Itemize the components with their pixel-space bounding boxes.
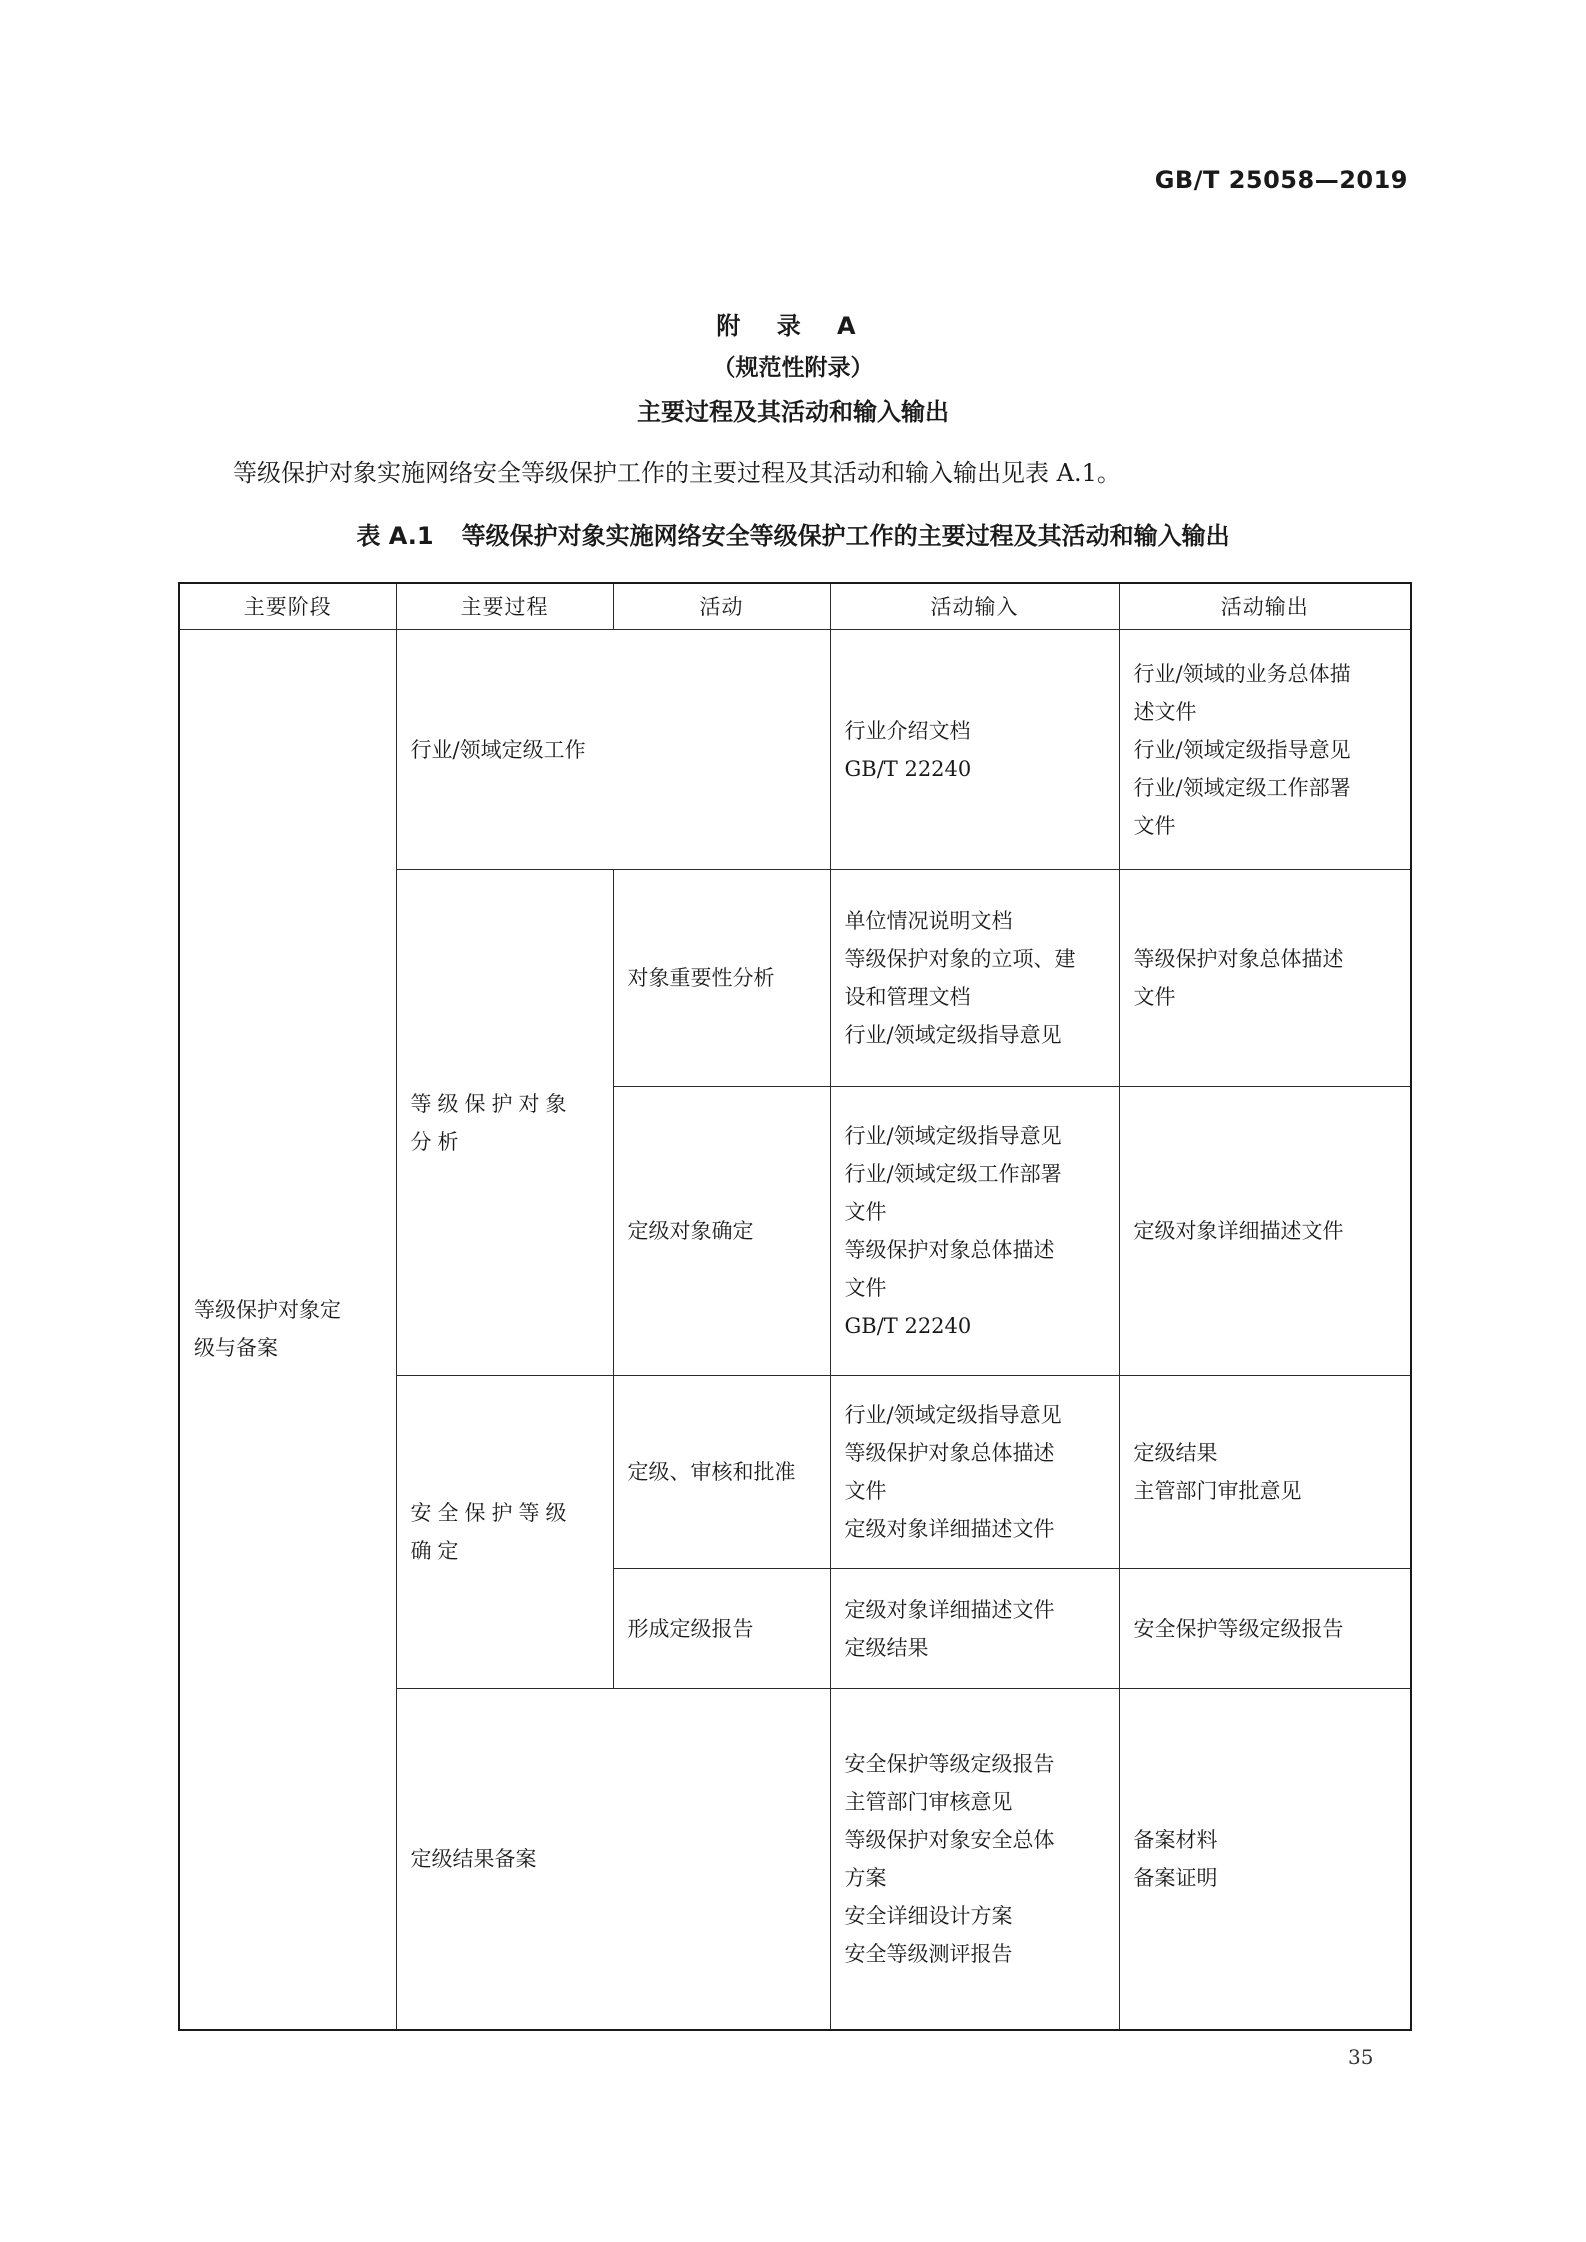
input-line: 单位情况说明文档 (844, 909, 1013, 933)
input-cell (830, 630, 1119, 870)
input-line: 方案 (844, 1865, 887, 1890)
appendix-type: （规范性附录） (712, 355, 874, 381)
appendix-label: 附 录 A (716, 312, 870, 340)
process-line: 等级保护对象 (410, 1091, 573, 1116)
input-cell (830, 1569, 1119, 1689)
input-cell (830, 1689, 1119, 2030)
table-header-row (179, 583, 1411, 630)
input-cell (830, 870, 1119, 1087)
process-cell: 定级结果备案 (396, 1689, 830, 2030)
input-line: 行业/领域定级指导意见 (844, 1124, 1062, 1148)
process-line: 确定 (410, 1539, 465, 1563)
activity-cell: 定级对象确定 (613, 1087, 830, 1376)
standard-number: GB/T 25058—2019 (1154, 166, 1408, 194)
input-line: 设和管理文档 (844, 985, 971, 1009)
header-output: 活动输出 (1119, 583, 1411, 630)
header-activity: 活动 (613, 583, 830, 630)
input-line: GB/T 22240 (844, 756, 972, 781)
intro-paragraph: 等级保护对象实施网络安全等级保护工作的主要过程及其活动和输入输出见表 A.1。 (233, 459, 1121, 487)
input-line: 行业介绍文档 (844, 718, 971, 743)
input-line: 等级保护对象总体描述 (844, 1238, 1055, 1262)
stage-cell (179, 630, 396, 2030)
table-caption-label: 表 A.1 (356, 522, 434, 550)
output-line: 行业/领域的业务总体描 (1133, 661, 1351, 686)
process-cell (396, 870, 613, 1376)
activity-cell: 形成定级报告 (613, 1569, 830, 1689)
appendix-title: 主要过程及其活动和输入输出 (637, 398, 949, 426)
input-line: 安全详细设计方案 (844, 1903, 1013, 1928)
output-line: 行业/领域定级指导意见 (1133, 737, 1351, 762)
output-line: 安全保护等级定级报告 (1133, 1616, 1344, 1641)
output-line: 文件 (1133, 813, 1176, 838)
activity-cell: 定级、审核和批准 (613, 1376, 830, 1569)
table-row (179, 630, 1411, 870)
input-line: 等级保护对象安全总体 (844, 1827, 1055, 1852)
process-line: 分析 (410, 1129, 465, 1154)
input-cell (830, 1376, 1119, 1569)
input-line: 定级对象详细描述文件 (844, 1597, 1055, 1622)
output-line: 行业/领域定级工作部署 (1133, 775, 1351, 800)
header-input: 活动输入 (830, 583, 1119, 630)
output-cell (1119, 1689, 1411, 2030)
process-line: 安全保护等级 (410, 1501, 573, 1525)
input-line: 文件 (844, 1200, 887, 1224)
output-cell (1119, 870, 1411, 1087)
input-line: 定级对象详细描述文件 (844, 1517, 1055, 1541)
table-caption (0, 516, 1586, 551)
header-process: 主要过程 (396, 583, 613, 630)
stage-line: 级与备案 (194, 1336, 278, 1361)
output-line: 备案材料 (1133, 1827, 1218, 1852)
output-line: 等级保护对象总体描述 (1133, 947, 1344, 971)
input-line: 行业/领域定级指导意见 (844, 1023, 1062, 1047)
output-line: 备案证明 (1133, 1865, 1218, 1890)
output-line: 定级对象详细描述文件 (1133, 1219, 1344, 1243)
input-line: 安全等级测评报告 (844, 1941, 1013, 1966)
output-cell (1119, 1087, 1411, 1376)
input-line: 文件 (844, 1276, 887, 1300)
output-line: 定级结果 (1133, 1441, 1218, 1465)
input-line: 行业/领域定级指导意见 (844, 1403, 1062, 1427)
table-caption-text: 等级保护对象实施网络安全等级保护工作的主要过程及其活动和输入输出 (461, 522, 1230, 550)
output-cell (1119, 1376, 1411, 1569)
process-cell (396, 1376, 613, 1689)
page-number: 35 (1348, 2045, 1374, 2069)
input-line: GB/T 22240 (844, 1314, 972, 1338)
input-line: 文件 (844, 1479, 887, 1503)
activity-cell: 对象重要性分析 (613, 870, 830, 1087)
process-cell: 行业/领域定级工作 (396, 630, 830, 870)
output-cell (1119, 630, 1411, 870)
output-line: 述文件 (1133, 699, 1197, 724)
process-table (178, 582, 1412, 2031)
input-line: 主管部门审核意见 (844, 1789, 1013, 1814)
input-cell (830, 1087, 1119, 1376)
output-cell (1119, 1569, 1411, 1689)
output-line: 主管部门审批意见 (1133, 1479, 1302, 1503)
output-line: 文件 (1133, 985, 1176, 1009)
input-line: 等级保护对象的立项、建 (844, 947, 1076, 971)
input-line: 等级保护对象总体描述 (844, 1441, 1055, 1465)
stage-line: 等级保护对象定 (194, 1298, 341, 1323)
input-line: 安全保护等级定级报告 (844, 1751, 1055, 1776)
header-stage: 主要阶段 (179, 583, 396, 630)
input-line: 行业/领域定级工作部署 (844, 1162, 1062, 1186)
input-line: 定级结果 (844, 1635, 929, 1660)
